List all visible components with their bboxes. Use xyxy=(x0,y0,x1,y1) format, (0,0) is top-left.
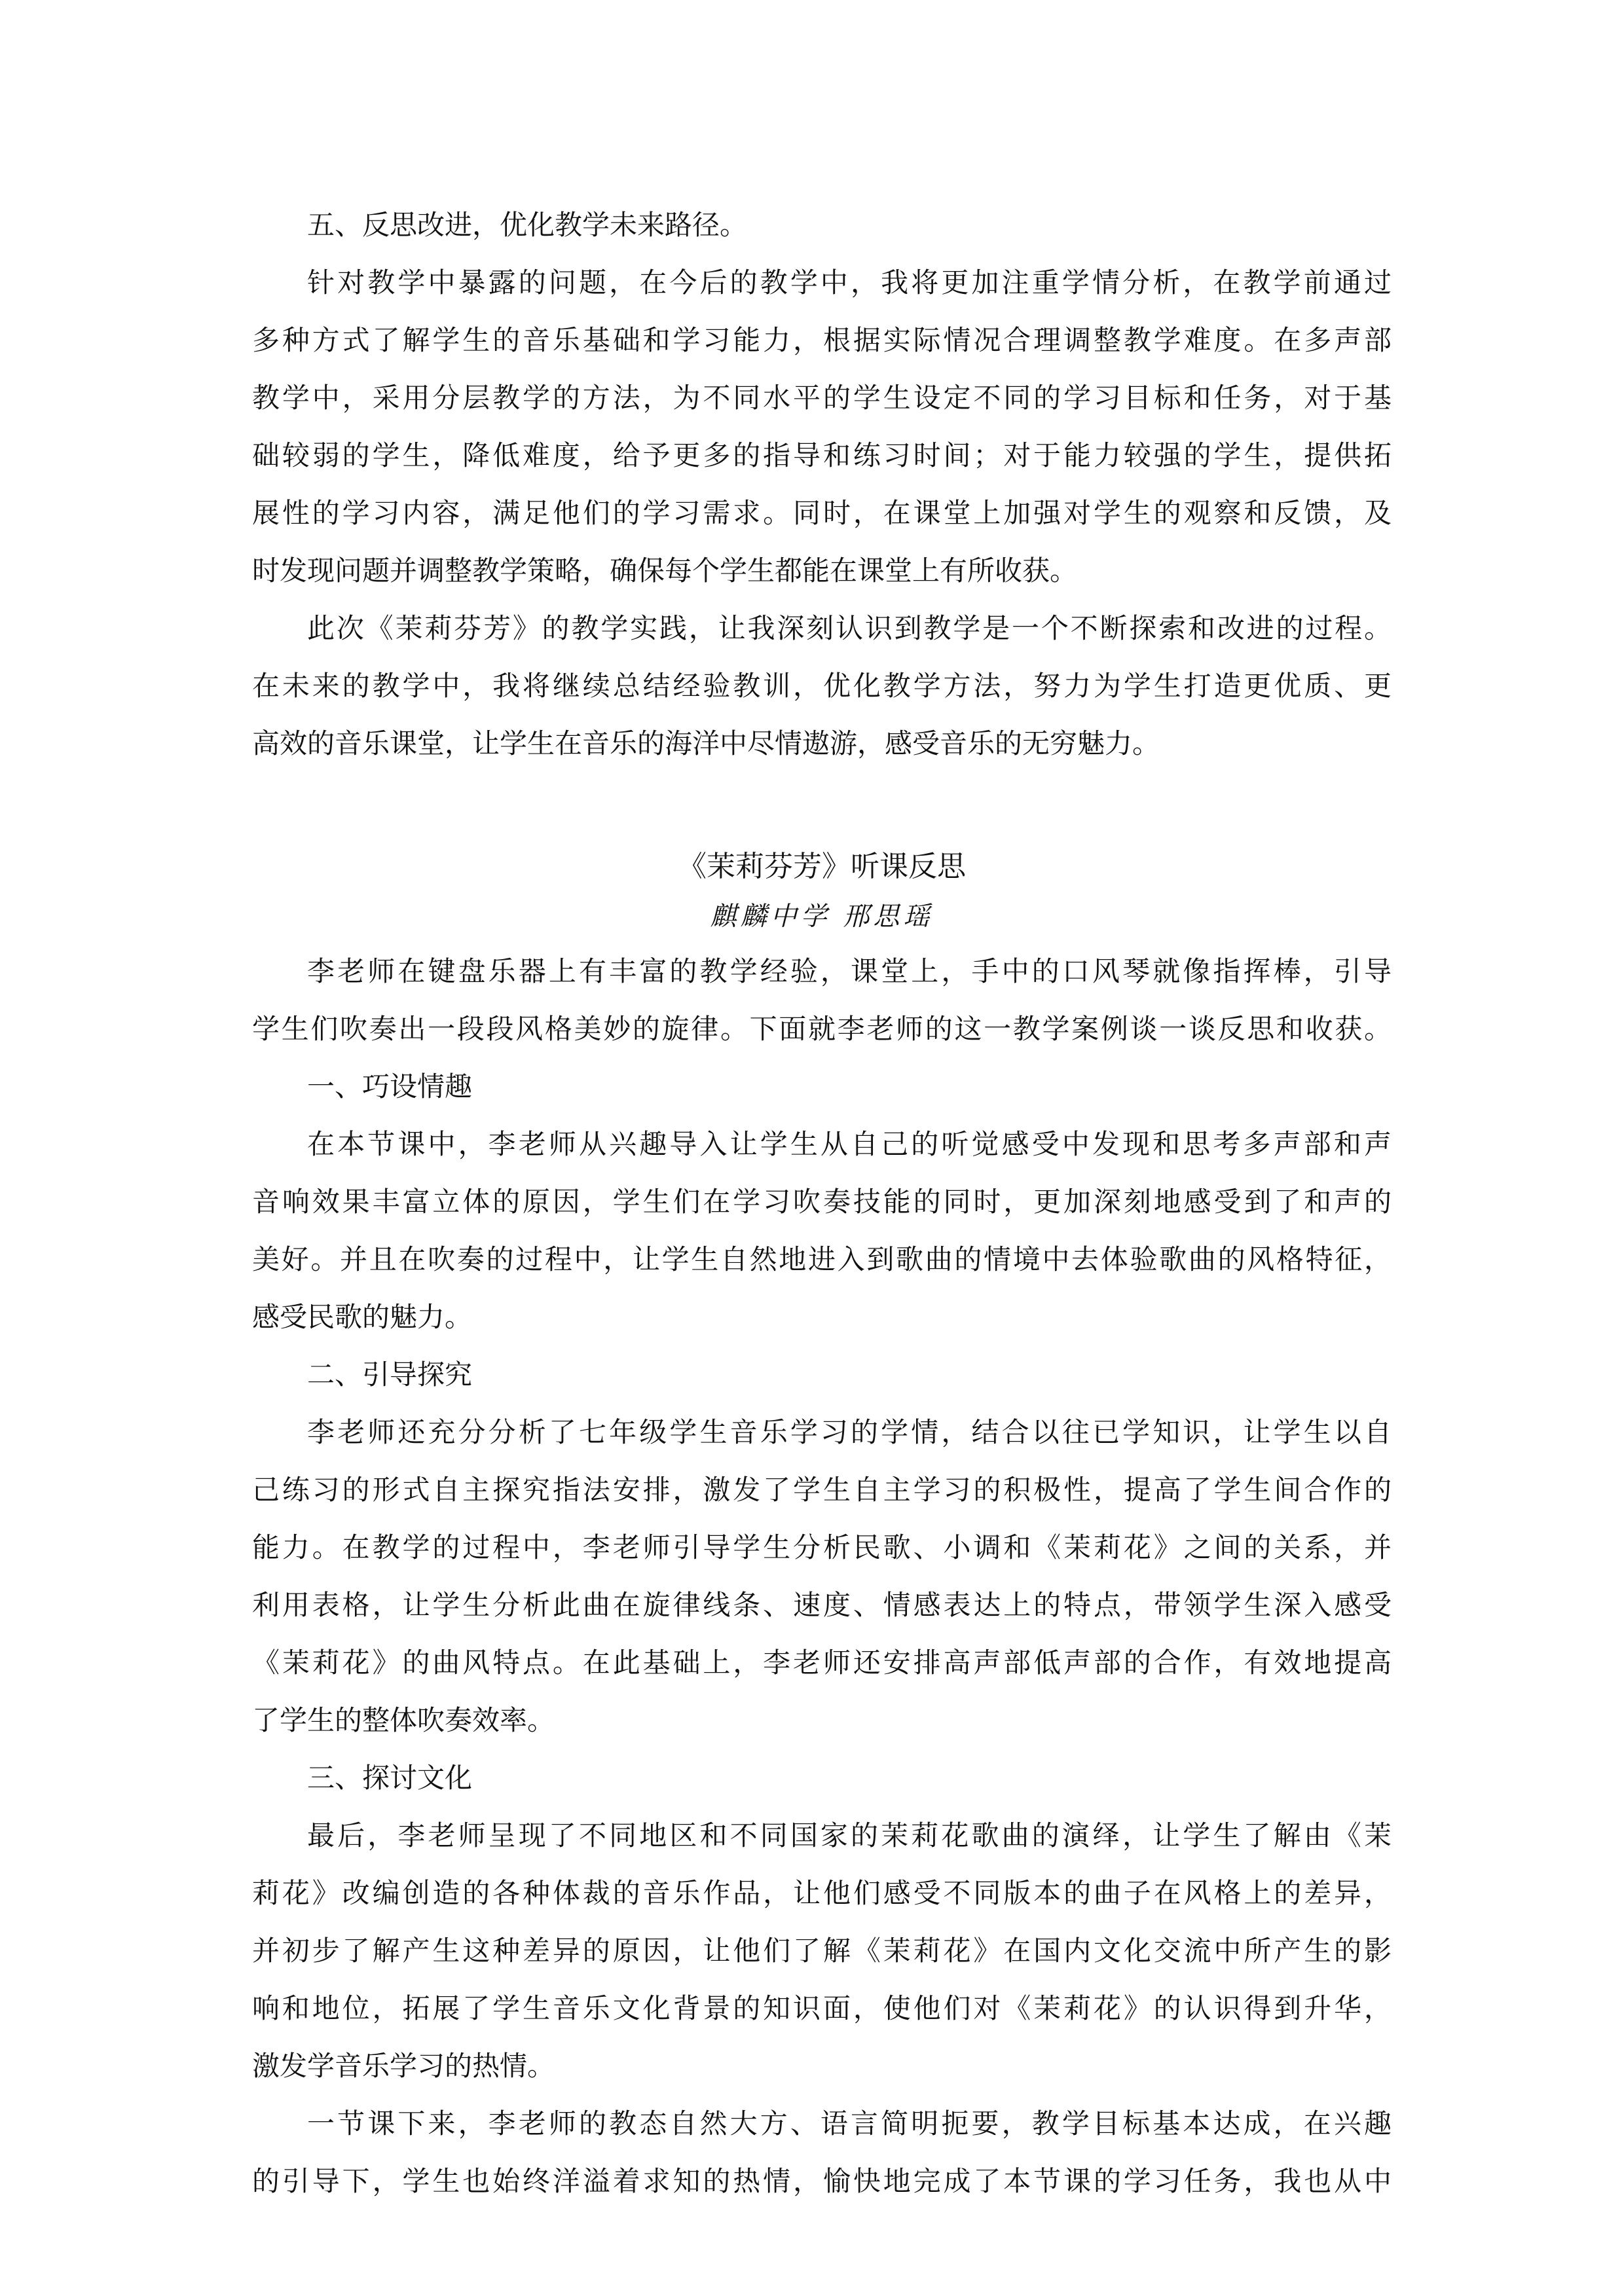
paragraph-line: 利用表格，让学生分析此曲在旋律线条、速度、情感表达上的特点，带领学生深入感受 xyxy=(252,1589,1392,1621)
paragraph-line: 在本节课中，李老师从兴趣导入让学生从自己的听觉感受中发现和思考多声部和声 xyxy=(307,1128,1392,1160)
paragraph-line: 的引导下，学生也始终洋溢着求知的热情，愉快地完成了本节课的学习任务，我也从中 xyxy=(252,2165,1392,2197)
paragraph-line: 莉花》改编创造的各种体裁的音乐作品，让他们感受不同版本的曲子在风格上的差异， xyxy=(252,1877,1392,1909)
paragraph-line: 并初步了解产生这种差异的原因，让他们了解《茉莉花》在国内文化交流中所产生的影 xyxy=(252,1935,1392,1967)
paragraph-line: 李老师在键盘乐器上有丰富的教学经验，课堂上，手中的口风琴就像指挥棒，引导 xyxy=(307,955,1392,987)
paragraph-line: 一节课下来，李老师的教态自然大方、语言简明扼要，教学目标基本达成，在兴趣 xyxy=(307,2107,1392,2140)
paragraph-line: 多种方式了解学生的音乐基础和学习能力，根据实际情况合理调整教学难度。在多声部 xyxy=(252,324,1392,356)
paragraph-line: 时发现问题并调整教学策略，确保每个学生都能在课堂上有所收获。 xyxy=(252,555,1078,587)
paragraph-line: 学生们吹奏出一段段风格美妙的旋律。下面就李老师的这一教学案例谈一谈反思和收获。 xyxy=(252,1013,1392,1045)
paragraph-line: 感受民歌的魅力。 xyxy=(252,1301,473,1333)
paragraph-line: 展性的学习内容，满足他们的学习需求。同时，在课堂上加强对学生的观察和反馈，及 xyxy=(252,497,1392,529)
paragraph-line: 能力。在教学的过程中，李老师引导学生分析民歌、小调和《茉莉花》之间的关系，并 xyxy=(252,1531,1392,1563)
paragraph-line: 高效的音乐课堂，让学生在音乐的海洋中尽情遨游，感受音乐的无穷魅力。 xyxy=(252,727,1160,759)
paragraph-line: 《茉莉花》的曲风特点。在此基础上，李老师还安排高声部低声部的合作，有效地提高 xyxy=(252,1647,1392,1679)
paragraph-line: 教学中，采用分层教学的方法，为不同水平的学生设定不同的学习目标和任务，对于基 xyxy=(252,382,1392,414)
section-heading: 五、反思改进，优化教学未来路径。 xyxy=(307,209,748,241)
section-gap xyxy=(252,773,1392,841)
paragraph-line: 此次《茉莉芬芳》的教学实践，让我深刻认识到教学是一个不断探索和改进的过程。 xyxy=(307,612,1392,644)
paragraph-line: 音响效果丰富立体的原因，学生们在学习吹奏技能的同时，更加深刻地感受到了和声的 xyxy=(252,1186,1392,1218)
paragraph-line: 李老师还充分分析了七年级学生音乐学习的学情，结合以往已学知识，让学生以自 xyxy=(307,1416,1392,1448)
section-heading: 二、引导探究 xyxy=(307,1358,473,1391)
section-heading: 三、探讨文化 xyxy=(307,1762,473,1794)
paragraph-line: 针对教学中暴露的问题，在今后的教学中，我将更加注重学情分析，在教学前通过 xyxy=(307,266,1392,299)
paragraph-line: 础较弱的学生，降低难度，给予更多的指导和练习时间；对于能力较强的学生，提供拓 xyxy=(252,439,1392,471)
document-page xyxy=(252,196,1392,2210)
paragraph-line: 激发学音乐学习的热情。 xyxy=(252,2050,555,2082)
paragraph-line: 美好。并且在吹奏的过程中，让学生自然地进入到歌曲的情境中去体验歌曲的风格特征， xyxy=(252,1243,1392,1275)
article-author: 麒麟中学 邢思瑶 xyxy=(710,902,934,932)
article-title: 《茉莉芬芳》听课反思 xyxy=(678,850,966,883)
paragraph-line: 在未来的教学中，我将继续总结经验教训，优化教学方法，努力为学生打造更优质、更 xyxy=(252,670,1392,702)
paragraph-line: 了学生的整体吹奏效率。 xyxy=(252,1704,555,1736)
paragraph-line: 己练习的形式自主探究指法安排，激发了学生自主学习的积极性，提高了学生间合作的 xyxy=(252,1474,1392,1506)
paragraph-line: 最后，李老师呈现了不同地区和不同国家的茉莉花歌曲的演绎，让学生了解由《茉 xyxy=(307,1819,1392,1851)
section-heading: 一、巧设情趣 xyxy=(307,1070,473,1102)
paragraph-line: 响和地位，拓展了学生音乐文化背景的知识面，使他们对《茉莉花》的认识得到升华， xyxy=(252,1992,1392,2024)
